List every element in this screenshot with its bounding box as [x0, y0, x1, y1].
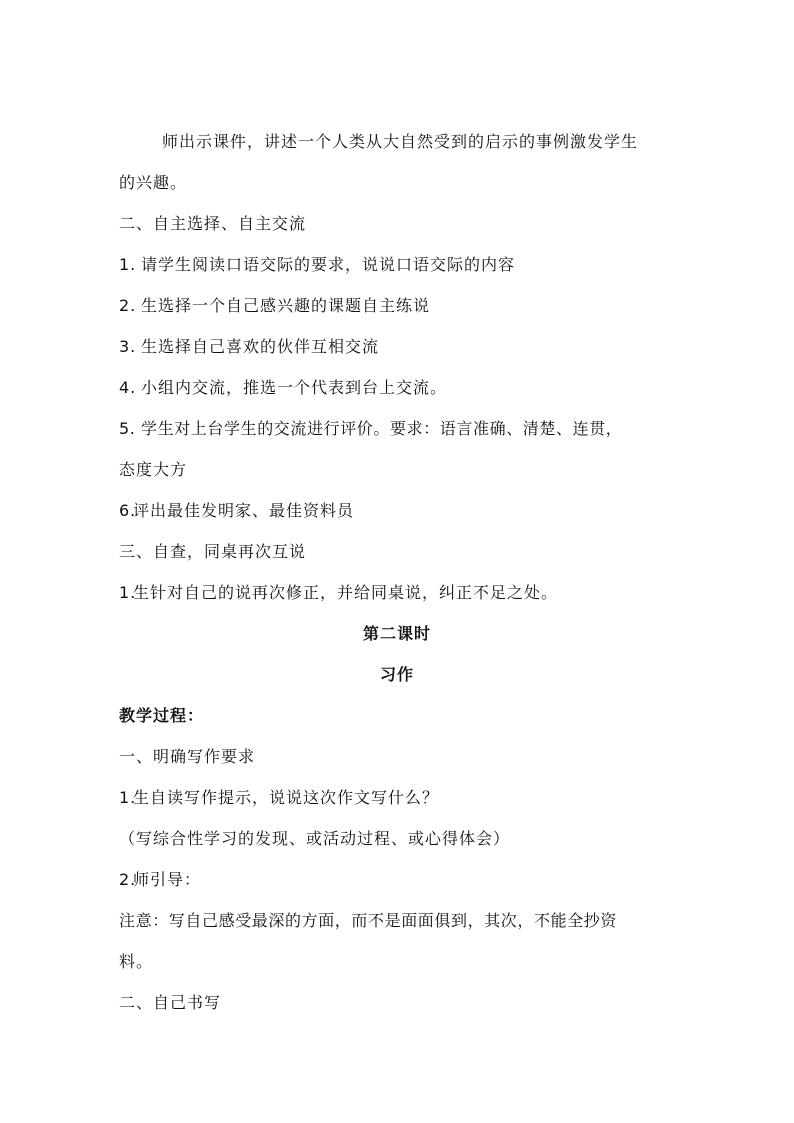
- teaching-process-heading: [119, 706, 204, 726]
- list-item-continuation: [119, 460, 187, 480]
- section-heading-2: [119, 214, 306, 234]
- list-item: [119, 501, 354, 521]
- note-paragraph-line-1: [119, 911, 617, 931]
- list-item: [119, 870, 201, 890]
- section-heading-3: [119, 542, 306, 562]
- list-item: [119, 337, 379, 357]
- list-item-number: 2.: [119, 296, 137, 315]
- parenthetical-text: （写综合性学习的发现、或活动过程、或心得体会）: [119, 829, 511, 848]
- lesson-subtitle-text: 习作: [379, 665, 414, 684]
- note-text: 注意：写自己感受最深的方面，而不是面面俱到，其次，不能全抄资: [119, 911, 618, 930]
- lesson-title-text: 第二课时: [362, 624, 431, 643]
- section-heading-text: 二、自己书写: [119, 993, 222, 1012]
- list-item: [119, 419, 622, 439]
- list-item-number: 6.: [119, 501, 137, 520]
- section-heading-2b: [119, 993, 221, 1013]
- list-item-text: 请学生阅读口语交际的要求，说说口语交际的内容: [141, 255, 516, 274]
- intro-paragraph-line-1: [162, 132, 638, 152]
- list-item-text: 师引导：: [133, 870, 202, 889]
- list-item-text: 生选择自己喜欢的伙伴互相交流: [141, 337, 380, 356]
- list-item-number: 3.: [119, 337, 137, 356]
- lesson-subtitle: [0, 665, 794, 685]
- list-item-text: 生自读写作提示，说说这次作文写什么？: [133, 788, 440, 807]
- list-item: [119, 788, 439, 808]
- list-item-number: 4.: [119, 378, 137, 397]
- list-item-text: 生选择一个自己感兴趣的课题自主练说: [141, 296, 431, 315]
- parenthetical-note: [119, 829, 510, 849]
- list-item-text: 评出最佳发明家、最佳资料员: [133, 501, 355, 520]
- list-item-number: 1.: [119, 788, 137, 807]
- list-item-number: 2.: [119, 870, 137, 889]
- list-item-number: 1.: [119, 255, 137, 274]
- list-item-text: 生针对自己的说再次修正，并给同桌说，纠正不足之处。: [133, 583, 559, 602]
- note-text-continued: 料。: [119, 952, 154, 971]
- list-item: [119, 378, 447, 398]
- list-item: [119, 296, 430, 316]
- lesson-title: [0, 624, 794, 644]
- list-item-number: 5.: [119, 419, 136, 438]
- list-item-text: 小组内交流，推选一个代表到台上交流。: [141, 378, 448, 397]
- intro-text: 师出示课件，讲述一个人类从大自然受到的启示的事例激发学生: [162, 132, 639, 151]
- intro-text-continued: 的兴趣。: [119, 173, 188, 192]
- section-heading-text: 三、自查，同桌再次互说: [119, 542, 307, 561]
- list-item: [119, 255, 515, 275]
- teaching-process-text: 教学过程：: [119, 706, 205, 725]
- list-item: [119, 583, 558, 603]
- list-item-text: 学生对上台学生的交流进行评价。要求：语言准确、清楚、连贯，: [141, 419, 623, 438]
- section-heading-text: 一、明确写作要求: [119, 747, 256, 766]
- list-item-number: 1.: [119, 583, 137, 602]
- section-heading-1: [119, 747, 255, 767]
- section-heading-text: 二、自主选择、自主交流: [119, 214, 307, 233]
- note-paragraph-line-2: [119, 952, 153, 972]
- intro-paragraph-line-2: [119, 173, 187, 193]
- list-item-text-continued: 态度大方: [119, 460, 188, 479]
